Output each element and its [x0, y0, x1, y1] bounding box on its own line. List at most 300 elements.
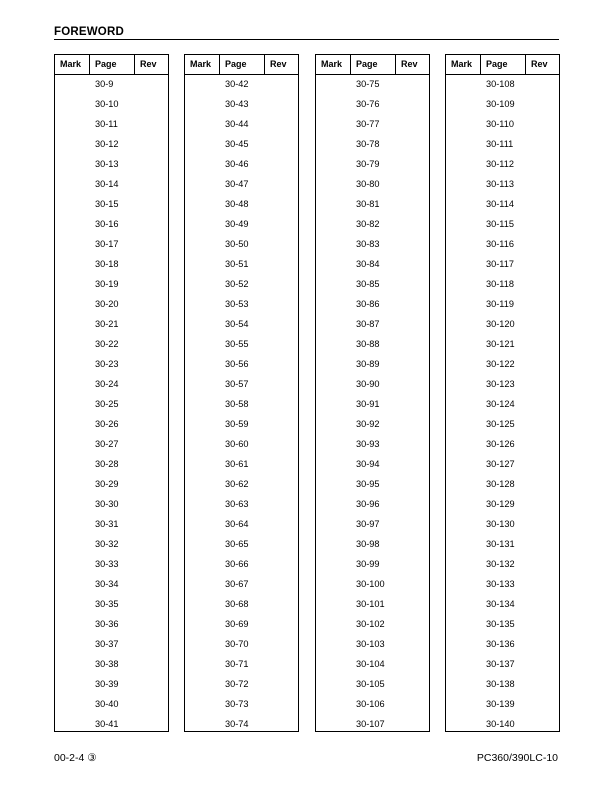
page-cell: 30-118 [486, 279, 514, 289]
table-row [316, 195, 429, 215]
page-cell: 30-78 [356, 139, 380, 149]
table-row [185, 375, 298, 395]
mark-cell [316, 575, 351, 595]
mark-cell [185, 415, 220, 435]
page-cell: 30-89 [356, 359, 380, 369]
mark-cell [185, 575, 220, 595]
page-cell: 30-86 [356, 299, 380, 309]
table-row [55, 635, 168, 655]
table-row [316, 495, 429, 515]
page-cell: 30-94 [356, 459, 380, 469]
table-row [446, 395, 559, 415]
mark-cell [55, 255, 90, 275]
rev-cell [265, 655, 298, 675]
table-row [446, 435, 559, 455]
table-row [316, 675, 429, 695]
table-row [316, 695, 429, 715]
rev-cell [396, 695, 429, 715]
table-row [185, 255, 298, 275]
table-row [446, 375, 559, 395]
mark-cell [185, 95, 220, 115]
page-cell: 30-111 [486, 139, 514, 149]
column-header-row [55, 55, 168, 75]
table-row [55, 315, 168, 335]
rev-cell [135, 155, 168, 175]
table-row [185, 635, 298, 655]
rev-cell [135, 435, 168, 455]
table-row [185, 715, 298, 735]
mark-cell [316, 175, 351, 195]
mark-cell [446, 675, 481, 695]
mark-cell [446, 255, 481, 275]
table-row [185, 75, 298, 95]
mark-cell [55, 455, 90, 475]
mark-cell [446, 95, 481, 115]
table-row [55, 335, 168, 355]
mark-cell [185, 675, 220, 695]
mark-cell [55, 415, 90, 435]
page-cell: 30-37 [95, 639, 119, 649]
page-cell: 30-19 [95, 279, 119, 289]
page-cell: 30-134 [486, 599, 515, 609]
mark-cell [316, 335, 351, 355]
header-mark: Mark [55, 55, 90, 74]
table-row [446, 175, 559, 195]
mark-cell [185, 395, 220, 415]
table-row [185, 315, 298, 335]
table-row [446, 655, 559, 675]
page-cell: 30-73 [225, 699, 249, 709]
mark-cell [185, 375, 220, 395]
page-cell: 30-27 [95, 439, 119, 449]
rev-cell [265, 695, 298, 715]
mark-cell [446, 75, 481, 95]
rev-cell [396, 215, 429, 235]
page-cell: 30-124 [486, 399, 515, 409]
table-row [446, 355, 559, 375]
rev-cell [526, 95, 559, 115]
table-row [185, 195, 298, 215]
table-row [55, 175, 168, 195]
mark-cell [185, 615, 220, 635]
mark-cell [446, 275, 481, 295]
mark-cell [185, 595, 220, 615]
page-cell: 30-87 [356, 319, 380, 329]
rev-cell [135, 655, 168, 675]
table-row [55, 435, 168, 455]
rev-cell [526, 115, 559, 135]
page-cell: 30-41 [95, 719, 119, 729]
page-cell: 30-107 [356, 719, 385, 729]
rev-cell [265, 295, 298, 315]
mark-cell [316, 635, 351, 655]
page-cell: 30-119 [486, 299, 514, 309]
page-cell: 30-122 [486, 359, 515, 369]
mark-cell [185, 295, 220, 315]
mark-cell [316, 395, 351, 415]
table-row [185, 175, 298, 195]
mark-cell [316, 715, 351, 735]
rev-cell [265, 475, 298, 495]
table-row [55, 575, 168, 595]
page-cell: 30-31 [95, 519, 119, 529]
page-cell: 30-135 [486, 619, 515, 629]
rev-cell [135, 555, 168, 575]
header-rev: Rev [401, 59, 418, 69]
table-row [316, 175, 429, 195]
table-row [55, 355, 168, 375]
table-row [55, 535, 168, 555]
table-row [185, 695, 298, 715]
page-cell: 30-105 [356, 679, 385, 689]
table-row [316, 455, 429, 475]
column-header-row [185, 55, 298, 75]
table-row [185, 555, 298, 575]
mark-cell [446, 175, 481, 195]
page-cell: 30-71 [225, 659, 249, 669]
rev-cell [396, 675, 429, 695]
rev-cell [526, 435, 559, 455]
rev-cell [135, 595, 168, 615]
mark-cell [446, 155, 481, 175]
rev-cell [396, 635, 429, 655]
mark-cell [185, 135, 220, 155]
table-row [446, 195, 559, 215]
table-row [185, 655, 298, 675]
table-row [446, 715, 559, 735]
rev-cell [526, 75, 559, 95]
table-row [185, 515, 298, 535]
rev-cell [526, 555, 559, 575]
page-cell: 30-43 [225, 99, 249, 109]
mark-cell [446, 595, 481, 615]
table-row [316, 355, 429, 375]
table-row [316, 215, 429, 235]
mark-cell [446, 195, 481, 215]
rev-cell [265, 195, 298, 215]
rev-cell [135, 675, 168, 695]
mark-cell [185, 335, 220, 355]
mark-cell [316, 235, 351, 255]
rev-cell [526, 515, 559, 535]
rev-cell [135, 75, 168, 95]
rev-cell [526, 275, 559, 295]
rev-cell [135, 295, 168, 315]
rev-cell [135, 375, 168, 395]
page-cell: 30-123 [486, 379, 515, 389]
mark-cell [185, 555, 220, 575]
mark-cell [55, 655, 90, 675]
table-row [316, 655, 429, 675]
page-cell: 30-129 [486, 499, 515, 509]
rev-cell [265, 115, 298, 135]
page-cell: 30-59 [225, 419, 249, 429]
table-row [55, 135, 168, 155]
page-cell: 30-29 [95, 479, 119, 489]
table-row [185, 595, 298, 615]
table-row [185, 495, 298, 515]
rev-cell [396, 155, 429, 175]
page-title: FOREWORD [54, 26, 124, 38]
rev-cell [265, 435, 298, 455]
mark-cell [185, 115, 220, 135]
page-cell: 30-69 [225, 619, 249, 629]
mark-cell [316, 295, 351, 315]
table-row [185, 235, 298, 255]
table-row [185, 155, 298, 175]
rev-cell [135, 315, 168, 335]
rev-cell [396, 435, 429, 455]
rev-cell [265, 135, 298, 155]
page-list-column-1 [54, 54, 169, 732]
page-cell: 30-138 [486, 679, 515, 689]
page-cell: 30-36 [95, 619, 119, 629]
table-row [55, 515, 168, 535]
page-list-column-2 [184, 54, 299, 732]
page-cell: 30-61 [225, 459, 249, 469]
table-row [316, 555, 429, 575]
page-cell: 30-57 [225, 379, 249, 389]
page-cell: 30-92 [356, 419, 380, 429]
rev-cell [396, 535, 429, 555]
mark-cell [185, 275, 220, 295]
rev-cell [526, 615, 559, 635]
rev-cell [135, 175, 168, 195]
table-row [316, 95, 429, 115]
mark-cell [55, 615, 90, 635]
rev-cell [265, 235, 298, 255]
mark-cell [446, 215, 481, 235]
rev-cell [526, 475, 559, 495]
mark-cell [316, 495, 351, 515]
rev-cell [396, 315, 429, 335]
page-cell: 30-10 [95, 99, 119, 109]
mark-cell [185, 515, 220, 535]
page-cell: 30-25 [95, 399, 119, 409]
table-row [185, 135, 298, 155]
table-row [446, 155, 559, 175]
page-cell: 30-54 [225, 319, 249, 329]
rev-cell [265, 455, 298, 475]
page-cell: 30-126 [486, 439, 515, 449]
rev-cell [526, 535, 559, 555]
rev-cell [526, 195, 559, 215]
page-cell: 30-52 [225, 279, 249, 289]
rev-cell [265, 275, 298, 295]
page-cell: 30-66 [225, 559, 249, 569]
rev-cell [396, 655, 429, 675]
header-page: Page [90, 55, 135, 74]
mark-cell [55, 195, 90, 215]
table-row [55, 215, 168, 235]
page-cell: 30-91 [356, 399, 380, 409]
rev-cell [396, 175, 429, 195]
page-cell: 30-23 [95, 359, 119, 369]
mark-cell [55, 695, 90, 715]
page-cell: 30-12 [95, 139, 119, 149]
table-row [446, 675, 559, 695]
mark-cell [316, 435, 351, 455]
rev-cell [135, 475, 168, 495]
page-cell: 30-48 [225, 199, 249, 209]
page-cell: 30-45 [225, 139, 249, 149]
rev-cell [265, 335, 298, 355]
rev-cell [135, 415, 168, 435]
mark-cell [316, 535, 351, 555]
column-header-row [446, 55, 559, 75]
table-row [55, 375, 168, 395]
rev-cell [135, 535, 168, 555]
rev-cell [396, 355, 429, 375]
table-row [316, 415, 429, 435]
rev-cell [396, 455, 429, 475]
rev-cell [135, 635, 168, 655]
mark-cell [185, 355, 220, 375]
mark-cell [185, 215, 220, 235]
rev-cell [396, 375, 429, 395]
mark-cell [55, 435, 90, 455]
rev-cell [265, 175, 298, 195]
page-cell: 30-15 [95, 199, 119, 209]
table-row [446, 635, 559, 655]
rev-cell [265, 95, 298, 115]
mark-cell [55, 115, 90, 135]
table-row [55, 495, 168, 515]
table-row [316, 295, 429, 315]
page-cell: 30-90 [356, 379, 380, 389]
page-cell: 30-14 [95, 179, 119, 189]
mark-cell [446, 555, 481, 575]
rev-cell [265, 315, 298, 335]
rev-cell [526, 455, 559, 475]
mark-cell [55, 275, 90, 295]
page-cell: 30-97 [356, 519, 380, 529]
table-row [446, 215, 559, 235]
header-rev: Rev [531, 59, 548, 69]
page-cell: 30-38 [95, 659, 119, 669]
mark-cell [316, 655, 351, 675]
rev-cell [265, 415, 298, 435]
rev-cell [526, 695, 559, 715]
mark-cell [185, 175, 220, 195]
rev-cell [526, 315, 559, 335]
rev-cell [526, 295, 559, 315]
table-row [55, 695, 168, 715]
mark-cell [55, 675, 90, 695]
table-row [446, 575, 559, 595]
page-cell: 30-137 [486, 659, 515, 669]
rev-cell [265, 515, 298, 535]
rev-cell [265, 555, 298, 575]
rev-cell [265, 255, 298, 275]
mark-cell [55, 95, 90, 115]
rev-cell [265, 715, 298, 735]
page-cell: 30-76 [356, 99, 380, 109]
page-cell: 30-46 [225, 159, 249, 169]
rev-cell [135, 395, 168, 415]
table-row [446, 315, 559, 335]
mark-cell [185, 495, 220, 515]
mark-cell [185, 475, 220, 495]
mark-cell [316, 475, 351, 495]
page-cell: 30-18 [95, 259, 119, 269]
mark-cell [316, 195, 351, 215]
rev-cell [396, 415, 429, 435]
page-cell: 30-70 [225, 639, 249, 649]
table-row [446, 335, 559, 355]
mark-cell [316, 355, 351, 375]
rev-cell [135, 695, 168, 715]
mark-cell [446, 295, 481, 315]
table-row [316, 475, 429, 495]
table-row [55, 455, 168, 475]
page-cell: 30-11 [95, 119, 118, 129]
rev-cell [526, 135, 559, 155]
mark-cell [185, 195, 220, 215]
rev-cell [135, 455, 168, 475]
rev-cell [526, 415, 559, 435]
rev-cell [135, 275, 168, 295]
table-row [446, 255, 559, 275]
table-row [316, 395, 429, 415]
rev-cell [526, 655, 559, 675]
mark-cell [55, 75, 90, 95]
page-cell: 30-100 [356, 579, 385, 589]
page-cell: 30-103 [356, 639, 385, 649]
rev-cell [135, 355, 168, 375]
mark-cell [316, 315, 351, 335]
page-cell: 30-56 [225, 359, 249, 369]
page-cell: 30-110 [486, 119, 514, 129]
mark-cell [446, 415, 481, 435]
table-row [55, 295, 168, 315]
table-row [185, 535, 298, 555]
table-row [185, 475, 298, 495]
page-cell: 30-77 [356, 119, 380, 129]
page-cell: 30-80 [356, 179, 380, 189]
rev-cell [265, 495, 298, 515]
table-row [185, 215, 298, 235]
rev-cell [265, 155, 298, 175]
mark-cell [55, 715, 90, 735]
rev-cell [396, 575, 429, 595]
mark-cell [316, 215, 351, 235]
mark-cell [55, 355, 90, 375]
page-cell: 30-72 [225, 679, 249, 689]
mark-cell [55, 155, 90, 175]
page-cell: 30-112 [486, 159, 514, 169]
table-row [185, 355, 298, 375]
rev-cell [396, 115, 429, 135]
mark-cell [446, 435, 481, 455]
page-cell: 30-26 [95, 419, 119, 429]
table-row [446, 515, 559, 535]
rev-cell [526, 715, 559, 735]
rev-cell [526, 595, 559, 615]
table-row [55, 195, 168, 215]
footer-page-number: 00-2-4 ③ [54, 752, 97, 764]
rev-cell [135, 715, 168, 735]
table-row [316, 75, 429, 95]
mark-cell [55, 595, 90, 615]
mark-cell [446, 475, 481, 495]
rev-cell [135, 255, 168, 275]
mark-cell [55, 315, 90, 335]
table-row [55, 115, 168, 135]
page-cell: 30-106 [356, 699, 385, 709]
table-row [446, 135, 559, 155]
rev-cell [135, 195, 168, 215]
